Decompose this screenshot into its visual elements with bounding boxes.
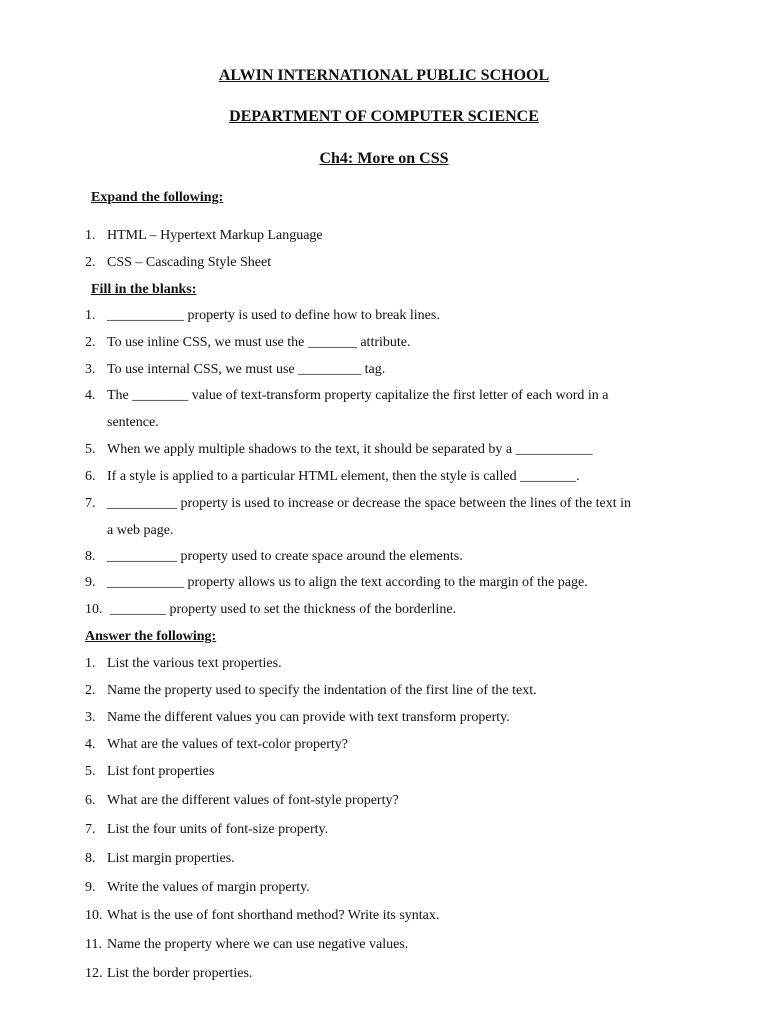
item-text: Name the different values you can provide with text transform property. [107,710,510,725]
school-name: ALWIN INTERNATIONAL PUBLIC SCHOOL [218,67,550,84]
item-number: 6. [85,469,96,484]
item-text: To use internal CSS, we must use _________ tag. [107,362,386,377]
item-text: List the four units of font-size property. [107,822,329,837]
item-number: 5. [85,442,96,457]
item-number: 10. [85,602,103,617]
item-text: What is the use of font shorthand method? Write its syntax. [107,908,440,923]
item-text: List margin properties. [107,851,235,866]
item-number: 9. [85,880,96,895]
item-number: 11. [85,937,102,952]
item-number: 1. [85,228,96,243]
item-number: 5. [85,764,96,779]
item-text: To use inline CSS, we must use the _______ attribute. [107,335,411,350]
expand-heading: Expand the following: [91,190,224,205]
item-text: __________ property used to create space around the elements. [107,549,463,564]
item-number: 6. [85,793,96,808]
item-number: 4. [85,737,96,752]
item-text: ___________ property allows us to align the text according to the margin of the page. [107,575,588,590]
item-number: 8. [85,549,96,564]
item-text: ___________ property is used to define how to break lines. [107,308,440,323]
item-number: 2. [85,335,96,350]
item-number: 4. [85,388,96,403]
item-text: List font properties [107,764,215,779]
item-text: HTML – Hypertext Markup Language [107,228,323,243]
item-text: CSS – Cascading Style Sheet [107,255,272,270]
item-number: 7. [85,496,96,511]
item-number: 2. [85,255,96,270]
item-text-line2: sentence. [107,415,159,430]
item-text-line1: The ________ value of text-transform property capitalize the first letter of each word in a [107,388,609,403]
item-text: Write the values of margin property. [107,880,310,895]
item-number: 3. [85,362,96,377]
item-text: List the various text properties. [107,656,282,671]
item-text: Name the property where we can use negative values. [107,937,409,952]
item-text-line1: __________ property is used to increase or decrease the space between the lines of the text in [107,496,632,511]
item-number: 3. [85,710,96,725]
item-number: 8. [85,851,96,866]
item-number: 2. [85,683,96,698]
item-number: 12. [85,966,103,981]
item-number: 1. [85,656,96,671]
item-text-line2: a web page. [107,523,174,538]
chapter-title: Ch4: More on CSS [319,150,449,167]
item-text: Name the property used to specify the indentation of the first line of the text. [107,683,537,698]
item-number: 10. [85,908,103,923]
item-number: 9. [85,575,96,590]
item-text: What are the values of text-color property? [107,737,349,752]
fill-heading: Fill in the blanks: [91,282,197,297]
answer-heading: Answer the following: [85,629,217,644]
item-number: 1. [85,308,96,323]
department-name: DEPARTMENT OF COMPUTER SCIENCE [229,108,539,125]
item-text: What are the different values of font-style property? [107,793,399,808]
item-text: If a style is applied to a particular HTML element, then the style is called ________. [107,469,580,484]
item-text: List the border properties. [107,966,253,981]
item-text: When we apply multiple shadows to the text, it should be separated by a ___________ [107,442,593,457]
item-text: ________ property used to set the thickness of the borderline. [110,602,457,617]
item-number: 7. [85,822,96,837]
